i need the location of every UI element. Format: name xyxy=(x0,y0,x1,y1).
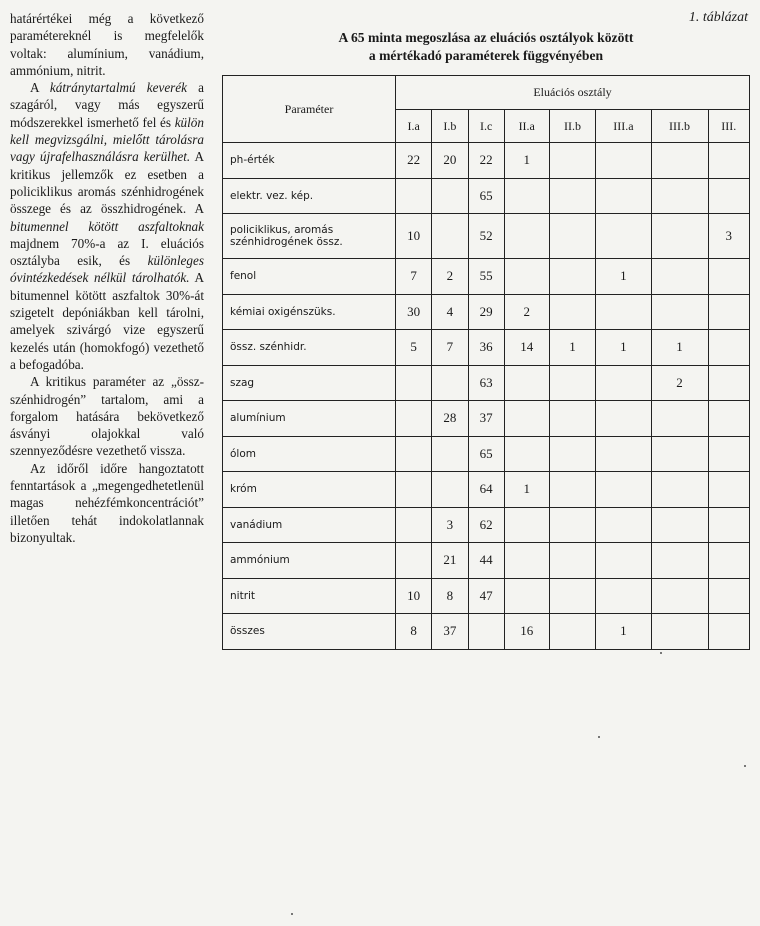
value-cell xyxy=(596,543,651,579)
class-header: III.b xyxy=(651,110,708,143)
value-cell xyxy=(596,365,651,401)
value-cell xyxy=(549,365,596,401)
table-row xyxy=(223,401,750,437)
value-cell xyxy=(596,214,651,259)
value-cell xyxy=(651,214,708,259)
speck xyxy=(291,913,293,915)
value-cell xyxy=(651,178,708,214)
value-cell xyxy=(432,178,468,214)
value-cell: 29 xyxy=(468,294,504,330)
value-cell xyxy=(432,436,468,472)
table-row xyxy=(223,614,750,650)
paragraph-1: határértékei még a következő paramétereknél is megfelelők voltak: alumínium, vanádium, ammónium, nitrit. xyxy=(10,11,204,78)
table-label: 1. táblázat xyxy=(688,10,748,25)
table-row xyxy=(223,507,750,543)
value-cell xyxy=(708,436,749,472)
value-cell xyxy=(651,294,708,330)
table-title xyxy=(222,29,750,65)
value-cell: 30 xyxy=(396,294,432,330)
value-cell xyxy=(651,614,708,650)
value-cell xyxy=(432,214,468,259)
value-cell xyxy=(396,401,432,437)
table-title-line-1: A 65 minta megoszlása az eluációs osztályok között xyxy=(338,30,634,45)
value-cell xyxy=(708,294,749,330)
value-cell xyxy=(596,143,651,179)
table-row xyxy=(223,259,750,295)
value-cell xyxy=(468,614,504,650)
class-header: II.b xyxy=(549,110,596,143)
value-cell: 20 xyxy=(432,143,468,179)
value-cell: 2 xyxy=(651,365,708,401)
value-cell: 37 xyxy=(432,614,468,650)
value-cell xyxy=(596,178,651,214)
row-parameter-name: ph-érték xyxy=(223,143,396,179)
table-row xyxy=(223,436,750,472)
value-cell xyxy=(504,578,549,614)
value-cell xyxy=(651,507,708,543)
value-cell: 1 xyxy=(504,472,549,508)
speck xyxy=(598,736,600,738)
table-row xyxy=(223,578,750,614)
value-cell: 65 xyxy=(468,436,504,472)
value-cell: 5 xyxy=(396,330,432,366)
value-cell xyxy=(651,259,708,295)
value-cell xyxy=(396,543,432,579)
value-cell: 7 xyxy=(432,330,468,366)
row-parameter-name: fenol xyxy=(223,259,396,295)
table-row xyxy=(223,330,750,366)
value-cell xyxy=(708,330,749,366)
value-cell: 10 xyxy=(396,214,432,259)
value-cell: 10 xyxy=(396,578,432,614)
value-cell xyxy=(549,436,596,472)
row-parameter-name: össz. szénhidr. xyxy=(223,330,396,366)
row-parameter-name: kémiai oxigénszüks. xyxy=(223,294,396,330)
value-cell: 3 xyxy=(708,214,749,259)
value-cell xyxy=(396,365,432,401)
value-cell xyxy=(708,472,749,508)
value-cell xyxy=(396,507,432,543)
row-parameter-name: összes xyxy=(223,614,396,650)
table-row xyxy=(223,543,750,579)
value-cell xyxy=(708,507,749,543)
value-cell xyxy=(549,614,596,650)
row-parameter-name: alumínium xyxy=(223,401,396,437)
row-parameter-name: elektr. vez. kép. xyxy=(223,178,396,214)
value-cell xyxy=(549,214,596,259)
value-cell: 55 xyxy=(468,259,504,295)
table-row xyxy=(223,214,750,259)
value-cell: 7 xyxy=(396,259,432,295)
value-cell: 1 xyxy=(596,259,651,295)
value-cell xyxy=(504,401,549,437)
value-cell xyxy=(708,365,749,401)
row-parameter-name: ólom xyxy=(223,436,396,472)
value-cell xyxy=(651,472,708,508)
value-cell xyxy=(549,143,596,179)
value-cell xyxy=(708,614,749,650)
value-cell xyxy=(432,365,468,401)
value-cell: 47 xyxy=(468,578,504,614)
row-parameter-name: ammónium xyxy=(223,543,396,579)
value-cell: 8 xyxy=(396,614,432,650)
value-cell: 22 xyxy=(468,143,504,179)
value-cell: 2 xyxy=(432,259,468,295)
group-header: Eluációs osztály xyxy=(396,76,750,110)
value-cell xyxy=(549,472,596,508)
value-cell xyxy=(596,436,651,472)
row-parameter-name: szag xyxy=(223,365,396,401)
value-cell: 28 xyxy=(432,401,468,437)
value-cell: 1 xyxy=(596,614,651,650)
value-cell: 64 xyxy=(468,472,504,508)
value-cell: 22 xyxy=(396,143,432,179)
speck xyxy=(660,652,662,654)
value-cell xyxy=(432,472,468,508)
value-cell: 1 xyxy=(651,330,708,366)
value-cell: 1 xyxy=(596,330,651,366)
speck xyxy=(744,765,746,767)
row-parameter-name: nitrit xyxy=(223,578,396,614)
value-cell: 16 xyxy=(504,614,549,650)
value-cell xyxy=(651,143,708,179)
value-cell xyxy=(549,543,596,579)
value-cell: 4 xyxy=(432,294,468,330)
value-cell: 65 xyxy=(468,178,504,214)
class-header: I.b xyxy=(432,110,468,143)
value-cell xyxy=(708,543,749,579)
value-cell xyxy=(549,294,596,330)
value-cell: 63 xyxy=(468,365,504,401)
value-cell: 62 xyxy=(468,507,504,543)
value-cell xyxy=(596,294,651,330)
value-cell: 1 xyxy=(549,330,596,366)
value-cell xyxy=(504,365,549,401)
row-parameter-name: króm xyxy=(223,472,396,508)
value-cell xyxy=(504,436,549,472)
body-text-column xyxy=(10,10,204,546)
value-cell xyxy=(596,401,651,437)
value-cell: 36 xyxy=(468,330,504,366)
param-header: Paraméter xyxy=(223,76,396,143)
value-cell: 14 xyxy=(504,330,549,366)
value-cell: 2 xyxy=(504,294,549,330)
value-cell: 3 xyxy=(432,507,468,543)
value-cell xyxy=(708,578,749,614)
class-header: II.a xyxy=(504,110,549,143)
value-cell xyxy=(504,178,549,214)
value-cell xyxy=(504,214,549,259)
value-cell xyxy=(708,143,749,179)
value-cell xyxy=(549,578,596,614)
value-cell xyxy=(549,401,596,437)
value-cell: 1 xyxy=(504,143,549,179)
value-cell xyxy=(651,436,708,472)
value-cell xyxy=(596,507,651,543)
row-parameter-name: vanádium xyxy=(223,507,396,543)
value-cell xyxy=(396,472,432,508)
table-row xyxy=(223,143,750,179)
value-cell xyxy=(549,178,596,214)
table-title-line-2: a mértékadó paraméterek függvényében xyxy=(368,48,604,63)
class-header: I.c xyxy=(468,110,504,143)
value-cell xyxy=(651,543,708,579)
value-cell xyxy=(504,543,549,579)
value-cell xyxy=(549,259,596,295)
paragraph-2: A kátránytartalmú keverék a szagáról, vagy más egyszerű módszerekkel ismerhető fel és külön kell megvizsgálni, mielőtt tárolásra vagy újrafelhasználásra kerülhet. A kritikus jellemzők ez esetben a policiklikus aromás szénhidrogének összege és az összhidrogének. A bitumennel kötött aszfaltoknak majdnem 70%-a az I. eluációs osztályba esik, és különleges óvintézkedések nélkül tárolhatók. A bitumennel kötött aszfaltok 30%-át szigetelt depóniákban kell tárolni, amelyek szivárgó vize egyszerű kezelés után (homokfogó) vezethető a befogadóba. xyxy=(10,80,204,372)
value-cell xyxy=(504,259,549,295)
table-row xyxy=(223,178,750,214)
paragraph-4: Az időről időre hangoztatott fenntartások a „megengedhetetlenül magas nehézfémkoncentrációt” illetően tehát indokolatlannak bizonyultak. xyxy=(10,460,204,545)
row-parameter-name: policiklikus, aromás szénhidrogének össz. xyxy=(223,214,396,259)
value-cell xyxy=(396,436,432,472)
value-cell xyxy=(708,259,749,295)
paragraph-3: A kritikus paraméter az „össz-szénhidrogén” tartalom, ami a forgalom hatására bekövetkező ásványi olajokkal való szennyeződésre vezethető vissza. xyxy=(10,374,204,459)
value-cell xyxy=(708,401,749,437)
value-cell xyxy=(651,578,708,614)
value-cell xyxy=(504,507,549,543)
value-cell xyxy=(651,401,708,437)
value-cell xyxy=(549,507,596,543)
value-cell: 52 xyxy=(468,214,504,259)
value-cell xyxy=(708,178,749,214)
class-header: III.a xyxy=(596,110,651,143)
value-cell: 8 xyxy=(432,578,468,614)
table-row xyxy=(223,294,750,330)
value-cell: 21 xyxy=(432,543,468,579)
table-row xyxy=(223,472,750,508)
value-cell xyxy=(596,472,651,508)
value-cell: 37 xyxy=(468,401,504,437)
table-row xyxy=(223,365,750,401)
class-header: I.a xyxy=(396,110,432,143)
class-header: III. xyxy=(708,110,749,143)
value-cell: 44 xyxy=(468,543,504,579)
value-cell xyxy=(396,178,432,214)
value-cell xyxy=(596,578,651,614)
data-table xyxy=(222,75,750,650)
